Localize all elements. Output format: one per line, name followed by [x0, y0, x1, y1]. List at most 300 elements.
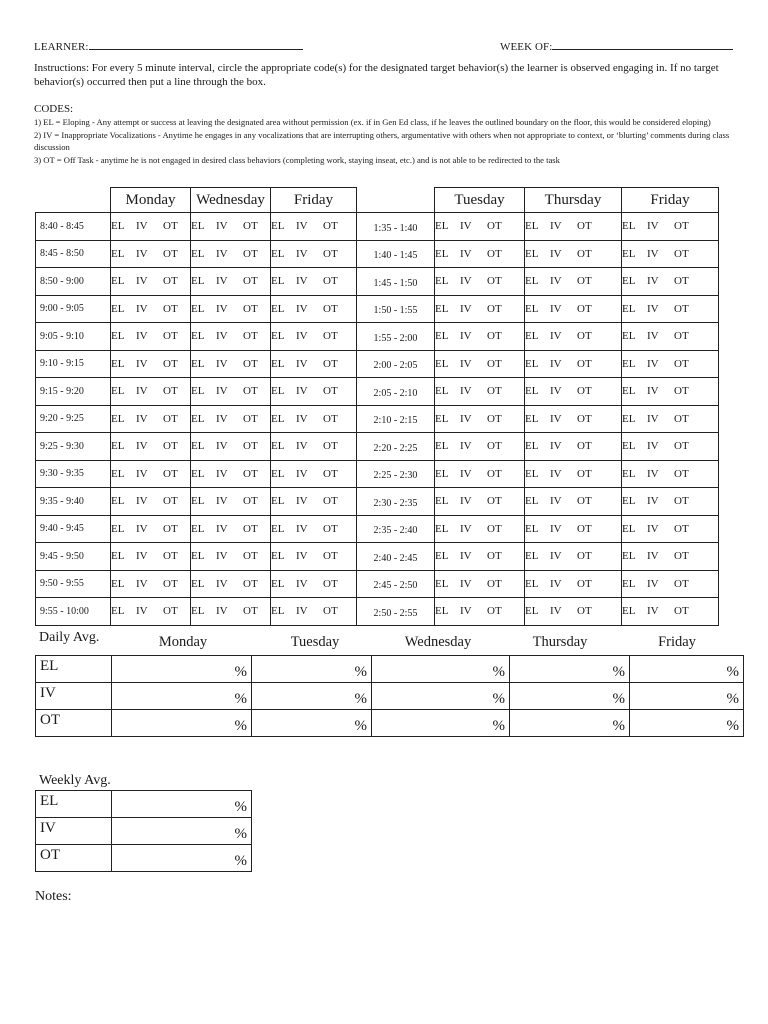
code-cell[interactable]	[271, 323, 357, 351]
code-option[interactable]: IV	[136, 220, 148, 233]
code-cell[interactable]	[525, 460, 622, 488]
code-cell[interactable]	[435, 213, 525, 241]
code-option[interactable]: IV	[460, 550, 472, 563]
code-cell[interactable]	[191, 488, 271, 516]
code-option[interactable]: EL	[622, 522, 636, 535]
code-option[interactable]: OT	[674, 605, 689, 618]
code-cell[interactable]	[191, 570, 271, 598]
code-option[interactable]: EL	[525, 330, 539, 343]
code-option[interactable]: IV	[460, 577, 472, 590]
code-option[interactable]: IV	[136, 440, 148, 453]
code-option[interactable]: EL	[271, 522, 285, 535]
code-option[interactable]: EL	[525, 467, 539, 480]
code-option[interactable]: IV	[296, 302, 308, 315]
code-cell[interactable]	[191, 598, 271, 626]
code-option[interactable]: IV	[216, 577, 228, 590]
code-option[interactable]: OT	[487, 605, 502, 618]
code-option[interactable]: EL	[191, 467, 205, 480]
code-cell[interactable]	[525, 598, 622, 626]
code-cell[interactable]	[622, 240, 719, 268]
code-cell[interactable]	[111, 460, 191, 488]
code-option[interactable]: EL	[622, 467, 636, 480]
code-cell[interactable]	[435, 323, 525, 351]
code-option[interactable]: IV	[550, 220, 562, 233]
percent-cell[interactable]: %	[252, 683, 372, 710]
percent-cell[interactable]: %	[630, 656, 744, 683]
code-option[interactable]: IV	[216, 220, 228, 233]
code-option[interactable]: OT	[674, 440, 689, 453]
code-cell[interactable]	[525, 323, 622, 351]
code-cell[interactable]	[111, 543, 191, 571]
code-cell[interactable]	[525, 405, 622, 433]
code-option[interactable]: EL	[271, 440, 285, 453]
code-option[interactable]: EL	[622, 550, 636, 563]
code-cell[interactable]	[435, 570, 525, 598]
code-option[interactable]: OT	[323, 275, 338, 288]
code-option[interactable]: EL	[111, 220, 125, 233]
code-cell[interactable]	[622, 460, 719, 488]
code-option[interactable]: OT	[163, 550, 178, 563]
code-option[interactable]: IV	[647, 495, 659, 508]
percent-cell[interactable]: %	[372, 656, 510, 683]
code-option[interactable]: OT	[577, 577, 592, 590]
percent-cell[interactable]: %	[630, 683, 744, 710]
code-option[interactable]: OT	[323, 577, 338, 590]
code-cell[interactable]	[191, 405, 271, 433]
code-option[interactable]: OT	[577, 550, 592, 563]
code-option[interactable]: OT	[323, 412, 338, 425]
code-cell[interactable]	[271, 240, 357, 268]
code-cell[interactable]	[111, 268, 191, 296]
code-option[interactable]: IV	[647, 412, 659, 425]
code-option[interactable]: OT	[243, 330, 258, 343]
code-option[interactable]: EL	[622, 412, 636, 425]
code-cell[interactable]	[271, 433, 357, 461]
code-option[interactable]: IV	[216, 247, 228, 260]
code-option[interactable]: OT	[577, 220, 592, 233]
code-option[interactable]: IV	[216, 275, 228, 288]
code-option[interactable]: EL	[525, 577, 539, 590]
code-cell[interactable]	[111, 598, 191, 626]
code-option[interactable]: IV	[647, 330, 659, 343]
code-option[interactable]: OT	[487, 412, 502, 425]
code-option[interactable]: IV	[550, 275, 562, 288]
code-cell[interactable]	[191, 323, 271, 351]
code-option[interactable]: OT	[163, 412, 178, 425]
code-option[interactable]: EL	[525, 247, 539, 260]
code-option[interactable]: EL	[271, 577, 285, 590]
code-cell[interactable]	[622, 488, 719, 516]
code-option[interactable]: EL	[271, 220, 285, 233]
code-option[interactable]: IV	[216, 440, 228, 453]
code-option[interactable]: EL	[191, 302, 205, 315]
code-option[interactable]: EL	[525, 605, 539, 618]
code-cell[interactable]	[271, 350, 357, 378]
code-option[interactable]: IV	[550, 467, 562, 480]
code-option[interactable]: OT	[163, 577, 178, 590]
code-option[interactable]: OT	[163, 330, 178, 343]
code-option[interactable]: EL	[111, 605, 125, 618]
code-option[interactable]: EL	[525, 220, 539, 233]
code-option[interactable]: EL	[435, 550, 449, 563]
code-cell[interactable]	[191, 433, 271, 461]
code-cell[interactable]	[111, 570, 191, 598]
code-option[interactable]: IV	[216, 330, 228, 343]
code-cell[interactable]	[111, 488, 191, 516]
code-option[interactable]: IV	[136, 550, 148, 563]
code-option[interactable]: OT	[243, 550, 258, 563]
code-cell[interactable]	[622, 598, 719, 626]
code-cell[interactable]	[622, 570, 719, 598]
code-option[interactable]: EL	[435, 385, 449, 398]
code-option[interactable]: IV	[136, 357, 148, 370]
code-cell[interactable]	[271, 570, 357, 598]
code-option[interactable]: EL	[525, 550, 539, 563]
code-option[interactable]: OT	[577, 357, 592, 370]
code-option[interactable]: OT	[163, 605, 178, 618]
code-option[interactable]: IV	[647, 220, 659, 233]
code-option[interactable]: IV	[550, 302, 562, 315]
code-option[interactable]: OT	[577, 330, 592, 343]
code-cell[interactable]	[191, 378, 271, 406]
code-option[interactable]: OT	[243, 220, 258, 233]
code-option[interactable]: EL	[111, 467, 125, 480]
code-cell[interactable]	[525, 515, 622, 543]
code-option[interactable]: OT	[243, 412, 258, 425]
code-option[interactable]: IV	[136, 467, 148, 480]
code-cell[interactable]	[622, 378, 719, 406]
code-option[interactable]: IV	[460, 220, 472, 233]
code-option[interactable]: IV	[647, 605, 659, 618]
code-option[interactable]: IV	[460, 330, 472, 343]
code-option[interactable]: IV	[647, 302, 659, 315]
code-cell[interactable]	[191, 350, 271, 378]
code-option[interactable]: OT	[577, 275, 592, 288]
code-option[interactable]: OT	[243, 522, 258, 535]
code-option[interactable]: EL	[525, 357, 539, 370]
code-cell[interactable]	[271, 268, 357, 296]
code-option[interactable]: EL	[525, 522, 539, 535]
code-option[interactable]: EL	[191, 357, 205, 370]
code-option[interactable]: EL	[271, 550, 285, 563]
code-option[interactable]: IV	[460, 412, 472, 425]
learner-input-line[interactable]	[89, 39, 303, 50]
code-option[interactable]: OT	[243, 440, 258, 453]
code-option[interactable]: IV	[296, 220, 308, 233]
code-cell[interactable]	[525, 350, 622, 378]
code-option[interactable]: EL	[435, 412, 449, 425]
code-option[interactable]: OT	[487, 220, 502, 233]
code-option[interactable]: EL	[191, 275, 205, 288]
code-option[interactable]: OT	[243, 577, 258, 590]
code-cell[interactable]	[271, 543, 357, 571]
code-option[interactable]: IV	[136, 577, 148, 590]
code-option[interactable]: EL	[525, 495, 539, 508]
code-option[interactable]: EL	[622, 605, 636, 618]
code-cell[interactable]	[271, 295, 357, 323]
code-option[interactable]: OT	[323, 440, 338, 453]
code-option[interactable]: EL	[622, 577, 636, 590]
code-option[interactable]: IV	[136, 275, 148, 288]
code-option[interactable]: EL	[525, 412, 539, 425]
code-cell[interactable]	[435, 240, 525, 268]
code-cell[interactable]	[191, 295, 271, 323]
code-cell[interactable]	[271, 488, 357, 516]
code-cell[interactable]	[435, 488, 525, 516]
code-option[interactable]: IV	[550, 577, 562, 590]
code-option[interactable]: OT	[487, 302, 502, 315]
code-option[interactable]: EL	[622, 302, 636, 315]
code-option[interactable]: OT	[163, 495, 178, 508]
code-option[interactable]: OT	[577, 605, 592, 618]
code-option[interactable]: IV	[136, 302, 148, 315]
percent-cell[interactable]: %	[252, 710, 372, 737]
code-option[interactable]: IV	[296, 330, 308, 343]
code-option[interactable]: IV	[550, 412, 562, 425]
code-cell[interactable]	[435, 268, 525, 296]
code-option[interactable]: EL	[271, 495, 285, 508]
code-option[interactable]: IV	[296, 522, 308, 535]
code-cell[interactable]	[435, 295, 525, 323]
code-option[interactable]: OT	[674, 467, 689, 480]
code-option[interactable]: IV	[460, 247, 472, 260]
code-option[interactable]: OT	[243, 275, 258, 288]
code-cell[interactable]	[525, 488, 622, 516]
code-option[interactable]: IV	[460, 385, 472, 398]
code-option[interactable]: IV	[647, 385, 659, 398]
code-option[interactable]: OT	[577, 522, 592, 535]
code-option[interactable]: OT	[323, 522, 338, 535]
code-cell[interactable]	[435, 378, 525, 406]
code-option[interactable]: OT	[323, 330, 338, 343]
code-option[interactable]: OT	[323, 385, 338, 398]
code-option[interactable]: IV	[296, 440, 308, 453]
code-option[interactable]: OT	[674, 302, 689, 315]
code-option[interactable]: IV	[136, 385, 148, 398]
code-cell[interactable]	[435, 433, 525, 461]
code-option[interactable]: OT	[487, 550, 502, 563]
code-option[interactable]: EL	[191, 522, 205, 535]
code-cell[interactable]	[622, 323, 719, 351]
code-option[interactable]: OT	[674, 522, 689, 535]
code-option[interactable]: OT	[163, 522, 178, 535]
code-option[interactable]: EL	[271, 412, 285, 425]
code-option[interactable]: OT	[243, 467, 258, 480]
code-option[interactable]: EL	[191, 247, 205, 260]
code-cell[interactable]	[435, 460, 525, 488]
code-option[interactable]: IV	[296, 605, 308, 618]
code-option[interactable]: IV	[550, 385, 562, 398]
percent-cell[interactable]: %	[510, 683, 630, 710]
code-cell[interactable]	[435, 598, 525, 626]
code-cell[interactable]	[271, 598, 357, 626]
code-option[interactable]: OT	[163, 247, 178, 260]
code-option[interactable]: IV	[216, 467, 228, 480]
code-option[interactable]: IV	[296, 247, 308, 260]
code-option[interactable]: IV	[296, 495, 308, 508]
code-cell[interactable]	[111, 378, 191, 406]
code-option[interactable]: IV	[216, 495, 228, 508]
code-option[interactable]: IV	[216, 412, 228, 425]
code-option[interactable]: OT	[577, 385, 592, 398]
code-cell[interactable]	[622, 543, 719, 571]
code-option[interactable]: IV	[647, 577, 659, 590]
code-cell[interactable]	[525, 433, 622, 461]
code-option[interactable]: OT	[487, 577, 502, 590]
code-cell[interactable]	[525, 240, 622, 268]
code-option[interactable]: EL	[435, 467, 449, 480]
code-option[interactable]: EL	[111, 385, 125, 398]
code-option[interactable]: OT	[323, 220, 338, 233]
code-option[interactable]: OT	[674, 577, 689, 590]
code-cell[interactable]	[111, 213, 191, 241]
percent-cell[interactable]: %	[510, 710, 630, 737]
percent-cell[interactable]: %	[372, 710, 510, 737]
code-option[interactable]: EL	[111, 495, 125, 508]
code-cell[interactable]	[435, 543, 525, 571]
code-option[interactable]: EL	[111, 577, 125, 590]
code-cell[interactable]	[435, 515, 525, 543]
code-option[interactable]: OT	[163, 385, 178, 398]
code-option[interactable]: EL	[111, 412, 125, 425]
code-option[interactable]: OT	[487, 330, 502, 343]
code-option[interactable]: IV	[460, 302, 472, 315]
code-option[interactable]: OT	[163, 440, 178, 453]
code-option[interactable]: IV	[460, 357, 472, 370]
code-cell[interactable]	[111, 323, 191, 351]
code-cell[interactable]	[525, 213, 622, 241]
code-option[interactable]: EL	[622, 247, 636, 260]
code-cell[interactable]	[111, 405, 191, 433]
code-option[interactable]: IV	[216, 357, 228, 370]
code-option[interactable]: EL	[271, 467, 285, 480]
code-option[interactable]: IV	[216, 385, 228, 398]
code-option[interactable]: OT	[323, 605, 338, 618]
code-option[interactable]: OT	[323, 495, 338, 508]
code-option[interactable]: OT	[163, 302, 178, 315]
code-option[interactable]: EL	[191, 495, 205, 508]
code-option[interactable]: EL	[435, 330, 449, 343]
code-option[interactable]: OT	[243, 302, 258, 315]
code-option[interactable]: EL	[622, 495, 636, 508]
code-cell[interactable]	[111, 350, 191, 378]
code-option[interactable]: EL	[191, 385, 205, 398]
code-option[interactable]: EL	[111, 357, 125, 370]
code-option[interactable]: IV	[460, 275, 472, 288]
code-option[interactable]: IV	[460, 467, 472, 480]
code-option[interactable]: OT	[323, 467, 338, 480]
code-option[interactable]: EL	[622, 275, 636, 288]
week-of-input-line[interactable]	[552, 39, 733, 50]
code-option[interactable]: OT	[674, 247, 689, 260]
code-option[interactable]: EL	[435, 275, 449, 288]
percent-cell[interactable]: %	[112, 791, 252, 818]
code-option[interactable]: IV	[647, 440, 659, 453]
code-option[interactable]: EL	[191, 605, 205, 618]
code-option[interactable]: OT	[487, 385, 502, 398]
code-option[interactable]: IV	[136, 605, 148, 618]
code-option[interactable]: OT	[323, 550, 338, 563]
code-option[interactable]: OT	[674, 412, 689, 425]
code-option[interactable]: EL	[525, 302, 539, 315]
code-option[interactable]: OT	[674, 275, 689, 288]
code-cell[interactable]	[435, 350, 525, 378]
code-cell[interactable]	[271, 378, 357, 406]
code-option[interactable]: EL	[435, 302, 449, 315]
code-option[interactable]: IV	[296, 550, 308, 563]
code-option[interactable]: OT	[674, 357, 689, 370]
code-option[interactable]: EL	[435, 357, 449, 370]
code-cell[interactable]	[191, 543, 271, 571]
code-cell[interactable]	[435, 405, 525, 433]
code-option[interactable]: IV	[296, 357, 308, 370]
code-cell[interactable]	[525, 570, 622, 598]
percent-cell[interactable]: %	[252, 656, 372, 683]
percent-cell[interactable]: %	[112, 710, 252, 737]
code-option[interactable]: OT	[163, 220, 178, 233]
code-cell[interactable]	[525, 543, 622, 571]
code-option[interactable]: IV	[460, 522, 472, 535]
code-cell[interactable]	[191, 268, 271, 296]
code-cell[interactable]	[622, 515, 719, 543]
code-option[interactable]: EL	[435, 220, 449, 233]
code-option[interactable]: EL	[111, 247, 125, 260]
code-option[interactable]: OT	[323, 357, 338, 370]
code-option[interactable]: OT	[577, 495, 592, 508]
code-option[interactable]: EL	[271, 247, 285, 260]
code-cell[interactable]	[191, 213, 271, 241]
code-cell[interactable]	[191, 460, 271, 488]
code-option[interactable]: OT	[674, 495, 689, 508]
code-option[interactable]: OT	[243, 247, 258, 260]
code-option[interactable]: IV	[550, 495, 562, 508]
code-cell[interactable]	[191, 240, 271, 268]
code-option[interactable]: EL	[111, 275, 125, 288]
code-cell[interactable]	[111, 515, 191, 543]
percent-cell[interactable]: %	[112, 818, 252, 845]
code-option[interactable]: EL	[191, 330, 205, 343]
code-option[interactable]: IV	[296, 385, 308, 398]
code-option[interactable]: EL	[435, 605, 449, 618]
code-option[interactable]: OT	[487, 522, 502, 535]
code-option[interactable]: OT	[487, 247, 502, 260]
code-option[interactable]: IV	[550, 247, 562, 260]
code-cell[interactable]	[191, 515, 271, 543]
code-option[interactable]: EL	[191, 220, 205, 233]
code-option[interactable]: IV	[136, 330, 148, 343]
code-cell[interactable]	[622, 268, 719, 296]
percent-cell[interactable]: %	[112, 683, 252, 710]
code-option[interactable]: OT	[243, 495, 258, 508]
code-option[interactable]: EL	[111, 330, 125, 343]
code-option[interactable]: EL	[111, 440, 125, 453]
code-option[interactable]: IV	[550, 330, 562, 343]
code-option[interactable]: EL	[435, 522, 449, 535]
code-cell[interactable]	[525, 268, 622, 296]
code-option[interactable]: IV	[216, 605, 228, 618]
code-option[interactable]: IV	[216, 522, 228, 535]
percent-cell[interactable]: %	[112, 845, 252, 872]
code-option[interactable]: OT	[577, 467, 592, 480]
code-cell[interactable]	[111, 433, 191, 461]
code-option[interactable]: EL	[111, 550, 125, 563]
code-option[interactable]: IV	[296, 275, 308, 288]
code-option[interactable]: EL	[271, 385, 285, 398]
percent-cell[interactable]: %	[510, 656, 630, 683]
code-option[interactable]: EL	[525, 385, 539, 398]
code-option[interactable]: OT	[163, 467, 178, 480]
code-option[interactable]: IV	[216, 302, 228, 315]
